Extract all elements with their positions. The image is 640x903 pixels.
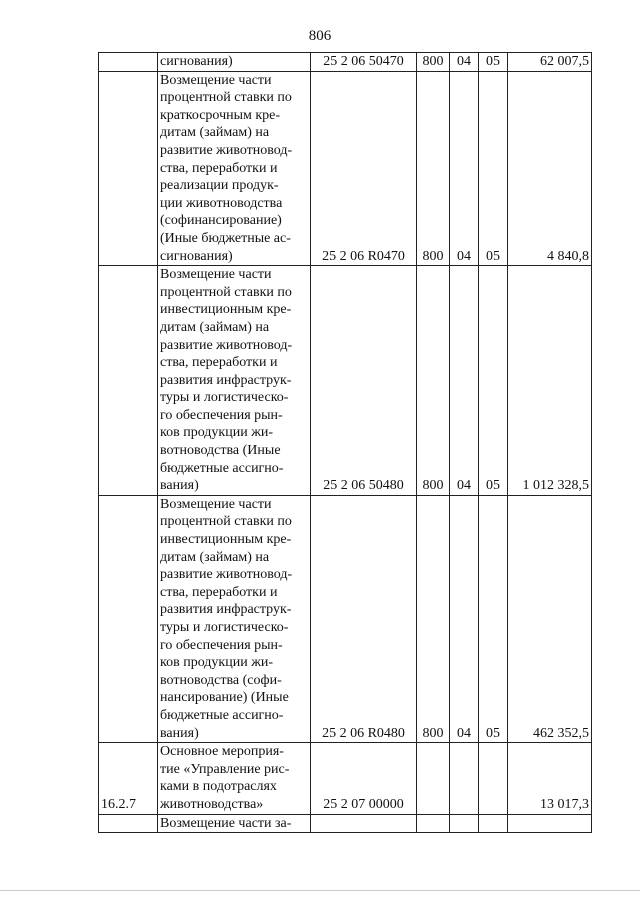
page-bottom-edge [0,890,640,891]
item-name-cell [158,266,311,496]
target-article-code-cell [311,814,417,833]
section-cell: 04 [450,53,479,72]
item-name-line: дитам (займам) на [160,125,270,141]
target-article-code-cell: 25 2 07 00000 [311,743,417,814]
item-name-line: вания) [160,478,199,494]
expense-type-cell: 800 [417,266,450,496]
item-name-line: дитам (займам) на [160,319,270,335]
section-cell: 04 [450,71,479,266]
item-name-line: ства, переработки и [160,584,278,600]
item-name-line: животноводства» [160,796,264,812]
table-row [99,743,592,814]
item-name-line: развитие животновод- [160,567,293,583]
item-name-line: вотноводства (софи- [160,672,282,688]
item-number-cell [99,495,158,742]
item-number-cell [99,53,158,72]
item-name-line: развития инфраструк- [160,372,292,388]
expense-type-cell [417,814,450,833]
item-name-line: ков продукции жи- [160,425,274,441]
item-number-cell [99,814,158,833]
item-name-line: го обеспечения рын- [160,637,283,653]
item-name-line: инвестиционным кре- [160,302,292,318]
subsection-cell: 05 [479,495,508,742]
item-name-line: Возмещение части [160,496,272,512]
table-row [99,71,592,266]
item-name-line: (Иные бюджетные ас- [160,230,291,246]
item-name-line: тие «Управление рис- [160,761,290,777]
subsection-cell: 05 [479,71,508,266]
item-number-cell [99,266,158,496]
subsection-cell: 05 [479,53,508,72]
item-name-line: ков продукции жи- [160,655,274,671]
item-name-line: реализации продук- [160,178,279,194]
item-name-line: развитие животновод- [160,142,293,158]
item-name-line: ции животноводства [160,195,283,211]
budget-table [98,52,592,833]
item-name-cell [158,53,311,72]
item-name-line: Основное мероприя- [160,744,284,760]
amount-cell: 62 007,5 [508,53,592,72]
item-name-line: бюджетные ассигно- [160,707,284,723]
section-cell [450,743,479,814]
item-name-cell [158,743,311,814]
item-name-cell [158,495,311,742]
item-name-line: Возмещение части за- [160,815,292,831]
item-name-line: дитам (займам) на [160,549,270,565]
item-name-line: бюджетные ассигно- [160,460,284,476]
expense-type-cell [417,743,450,814]
target-article-code-cell: 25 2 06 R0480 [311,495,417,742]
item-number-cell [99,71,158,266]
item-name-cell [158,71,311,266]
item-name-line: нансирование) (Иные [160,690,289,706]
item-name-line: сигнования) [160,248,233,264]
item-name-line: вания) [160,725,199,741]
item-name-line: ства, переработки и [160,160,278,176]
target-article-code-cell: 25 2 06 R0470 [311,71,417,266]
section-cell: 04 [450,266,479,496]
subsection-cell: 05 [479,266,508,496]
item-name-cell [158,814,311,833]
item-name-line: го обеспечения рын- [160,407,283,423]
section-cell [450,814,479,833]
table-row [99,495,592,742]
item-name-line: процентной ставки по [160,514,292,530]
item-name-line: ками в подотраслях [160,779,277,795]
item-name-line: процентной ставки по [160,90,292,106]
target-article-code-cell: 25 2 06 50470 [311,53,417,72]
table-row [99,266,592,496]
item-name-line: туры и логистическо- [160,620,289,635]
subsection-cell [479,743,508,814]
amount-cell: 4 840,8 [508,71,592,266]
item-name-line: вотноводства (Иные [160,443,281,459]
item-name-line: развитие животновод- [160,337,293,353]
target-article-code-cell: 25 2 06 50480 [311,266,417,496]
expense-type-cell: 800 [417,71,450,266]
item-name-line: инвестиционным кре- [160,532,292,548]
item-name-line: Возмещение части [160,72,272,88]
item-name-line: Возмещение части [160,267,272,283]
item-name-line: сигнования) [160,54,233,69]
amount-cell: 13 017,3 [508,743,592,814]
amount-cell: 462 352,5 [508,495,592,742]
expense-type-cell: 800 [417,495,450,742]
item-name-line: краткосрочным кре- [160,107,281,123]
amount-cell [508,814,592,833]
page-number: 806 [308,28,332,44]
amount-cell: 1 012 328,5 [508,266,592,496]
expense-type-cell: 800 [417,53,450,72]
section-cell: 04 [450,495,479,742]
table-row [99,814,592,833]
item-name-line: (софинансирование) [160,213,282,229]
item-name-line: процентной ставки по [160,284,292,300]
table-row [99,53,592,72]
item-name-line: развития инфраструк- [160,602,292,618]
subsection-cell [479,814,508,833]
item-name-line: ства, переработки и [160,355,278,371]
item-name-line: туры и логистическо- [160,390,289,406]
item-number-cell: 16.2.7 [99,743,158,814]
